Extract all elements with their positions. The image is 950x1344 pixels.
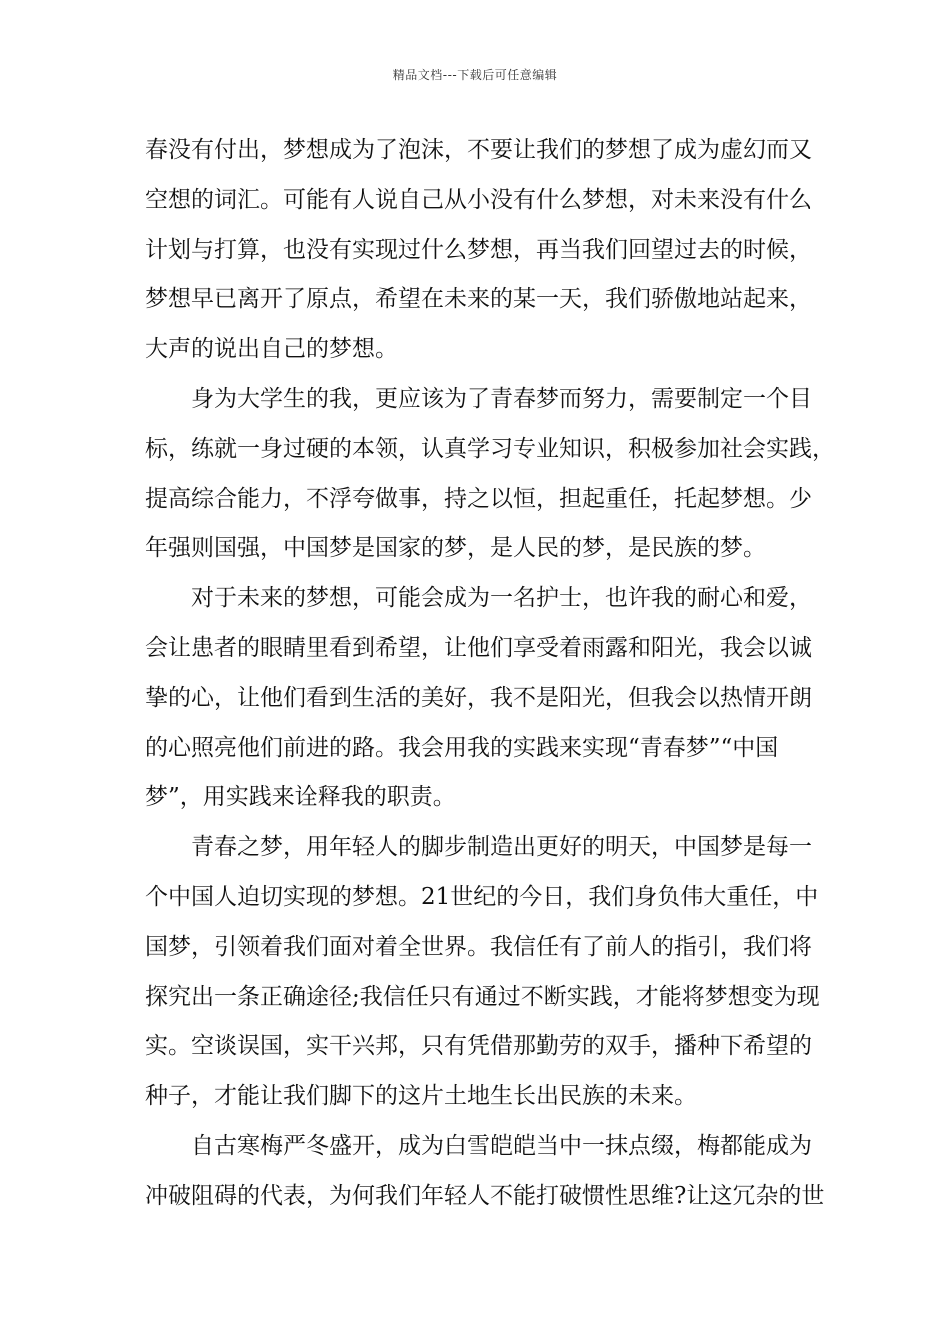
text-line: 挚的心，让他们看到生活的美好，我不是阳光，但我会以热情开朗 <box>145 684 812 711</box>
text-line: 计划与打算，也没有实现过什么梦想，再当我们回望过去的时候， <box>145 236 812 263</box>
text-line: 种子，才能让我们脚下的这片土地生长出民族的未来。 <box>145 1083 697 1110</box>
text-line: 的心照亮他们前进的路。我会用我的实践来实现“青春梦”“中国 <box>145 734 779 761</box>
text-line: 提高综合能力，不浮夸做事，持之以恒，担起重任，托起梦想。少 <box>145 485 812 512</box>
text-line: 冲破阻碍的代表，为何我们年轻人不能打破惯性思维?让这冗杂的世 <box>145 1182 825 1209</box>
text-line: 探究出一条正确途径;我信任只有通过不断实践，才能将梦想变为现 <box>145 983 820 1010</box>
text-line: 空想的词汇。可能有人说自己从小没有什么梦想，对未来没有什么 <box>145 186 812 213</box>
page-header: 精品文档---下载后可任意编辑 <box>392 68 558 82</box>
text-line: 实。空谈误国，实干兴邦，只有凭借那勤劳的双手，播种下希望的 <box>145 1033 812 1060</box>
text-line: 梦”，用实践来诠释我的职责。 <box>145 784 456 811</box>
text-line: 对于未来的梦想，可能会成为一名护士，也许我的耐心和爱， <box>191 585 812 612</box>
text-line: 自古寒梅严冬盛开，成为白雪皑皑当中一抹点缀，梅都能成为 <box>191 1132 812 1159</box>
text-line: 个中国人迫切实现的梦想。21世纪的今日，我们身负伟大重任，中 <box>145 883 819 910</box>
text-line: 国梦，引领着我们面对着全世界。我信任有了前人的指引，我们将 <box>145 933 812 960</box>
text-line: 会让患者的眼睛里看到希望，让他们享受着雨露和阳光，我会以诚 <box>145 634 812 661</box>
text-line: 年强则国强，中国梦是国家的梦，是人民的梦，是民族的梦。 <box>145 535 766 562</box>
document-body <box>145 126 835 1222</box>
text-line: 青春之梦，用年轻人的脚步制造出更好的明天，中国梦是每一 <box>191 834 812 861</box>
text-line: 大声的说出自己的梦想。 <box>145 336 398 363</box>
text-line: 身为大学生的我，更应该为了青春梦而努力，需要制定一个目 <box>191 385 812 412</box>
text-line: 春没有付出，梦想成为了泡沫，不要让我们的梦想了成为虚幻而又 <box>145 137 812 163</box>
text-line: 梦想早已离开了原点，希望在未来的某一天，我们骄傲地站起来， <box>145 286 812 313</box>
text-line: 标，练就一身过硬的本领，认真学习专业知识，积极参加社会实践， <box>145 435 835 462</box>
